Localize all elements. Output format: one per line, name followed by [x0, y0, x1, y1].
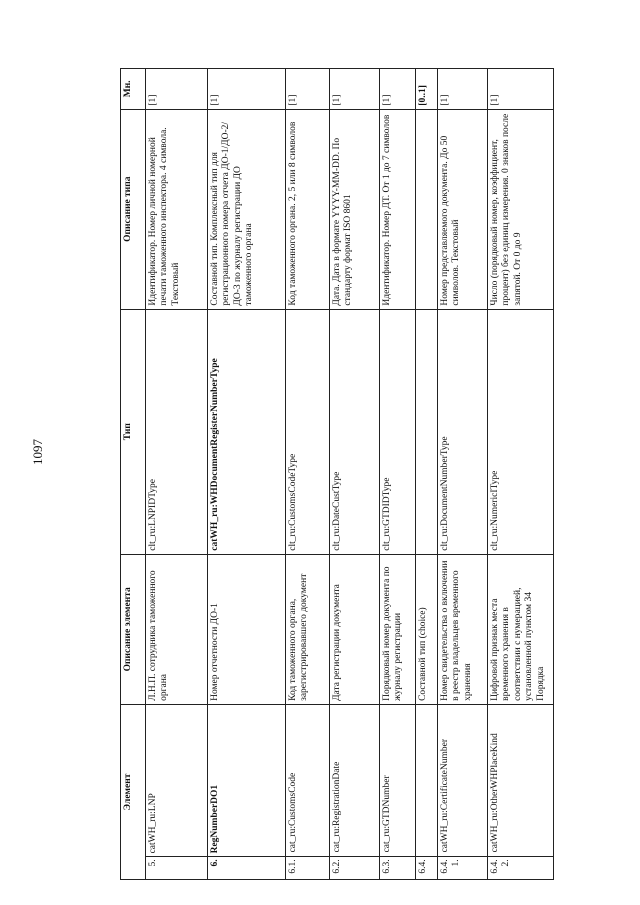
row-number: 6.	[208, 857, 286, 880]
table-row	[380, 69, 416, 880]
row-number: 6.4.2.	[488, 857, 554, 880]
row-element-desc: Цифровой признак места временного хранения в соответствии с нумерацией, установленной пунктом 34 Порядка	[488, 554, 554, 704]
row-number: 6.4.	[416, 857, 438, 880]
header-type-desc: Описание типа	[121, 109, 146, 309]
row-mult: [1]	[380, 69, 416, 110]
row-element: cat_ru:CustomsCode	[286, 704, 330, 857]
row-type: clt_ru:LNPIDType	[146, 309, 208, 554]
header-element-desc: Описание элемента	[121, 554, 146, 704]
row-type-desc: Число (порядковый номер, коэффициент, процент) без единиц измерения. 0 знаков после запятой. От 0 до 9	[488, 109, 554, 309]
row-element: catWH_ru:LNP	[146, 704, 208, 857]
row-mult: [1]	[146, 69, 208, 110]
row-type	[416, 309, 438, 554]
row-element: cat_ru:RegistrationDate	[330, 704, 380, 857]
row-element: cat_ru:GTDNumber	[380, 704, 416, 857]
table-row	[438, 69, 488, 880]
row-element-desc: Составной тип (choice)	[416, 554, 438, 704]
row-element-desc: Л.Н.П. сотрудника таможенного органа	[146, 554, 208, 704]
table-row	[208, 69, 286, 880]
row-type: clt_ru:NumericIType	[488, 309, 554, 554]
row-mult: [1]	[208, 69, 286, 110]
row-type: clt_ru:CustomsCodeType	[286, 309, 330, 554]
header-type: Тип	[121, 309, 146, 554]
row-mult: [1]	[330, 69, 380, 110]
table-row	[488, 69, 554, 880]
row-type: clt_ru:DocumentNumberType	[438, 309, 488, 554]
row-type-desc: Идентификатор. Номер ДТ. От 1 до 7 символов	[380, 109, 416, 309]
table-row	[330, 69, 380, 880]
header-element: Элемент	[121, 704, 146, 879]
row-element	[416, 704, 438, 857]
row-type: clt_ru:DateCustType	[330, 309, 380, 554]
row-number: 5.	[146, 857, 208, 880]
page-number: 1097	[30, 439, 45, 465]
row-number: 6.2.	[330, 857, 380, 880]
row-element: catWH_ru:CertificateNumber	[438, 704, 488, 857]
row-type-desc: Номер представляемого документа. До 50 символов. Текстовый	[438, 109, 488, 309]
table-row	[286, 69, 330, 880]
row-mult: [1]	[286, 69, 330, 110]
row-element: catWH_ru:OtherWHPlaceKind	[488, 704, 554, 857]
row-mult: [1]	[438, 69, 488, 110]
row-number: 6.1.	[286, 857, 330, 880]
table-row	[146, 69, 208, 880]
rotated-table-container	[120, 68, 640, 880]
row-type: catWH_ru:WHDocumentRegisterNumberType	[208, 309, 286, 554]
row-number: 6.4.1.	[438, 857, 488, 880]
row-type-desc: Составной тип. Комплексный тип для регистрационного номера отчета ДО-1/ДО-2/ДО-3 по журналу регистрации ДО таможенного органа	[208, 109, 286, 309]
header-mult: Мн.	[121, 69, 146, 110]
row-element-desc: Код таможенного органа, зарегистрировавшего документ	[286, 554, 330, 704]
row-mult: [0..1]	[416, 69, 438, 110]
row-element-desc: Номер свидетельства о включении в реестр владельцев временного хранения	[438, 554, 488, 704]
table-row	[416, 69, 438, 880]
row-type-desc: Идентификатор. Номер личной номерной печати таможенного инспектора. 4 символа. Текстовый	[146, 109, 208, 309]
row-element-desc: Номер отчетности ДО-1	[208, 554, 286, 704]
schema-table	[120, 68, 554, 880]
row-type-desc: Код таможенного органа. 2, 5 или 8 символов	[286, 109, 330, 309]
row-element: RegNumberDO1	[208, 704, 286, 857]
row-element-desc: Дата регистрации документа	[330, 554, 380, 704]
row-type-desc	[416, 109, 438, 309]
row-type-desc: Дата. Дата в формате YYYY-MM-DD. По стандарту формат ISO 8601	[330, 109, 380, 309]
row-mult: [1]	[488, 69, 554, 110]
table-header-row	[121, 69, 146, 880]
row-element-desc: Порядковый номер документа по журналу регистрации	[380, 554, 416, 704]
row-number: 6.3.	[380, 857, 416, 880]
row-type: clt_ru:GTDIDType	[380, 309, 416, 554]
